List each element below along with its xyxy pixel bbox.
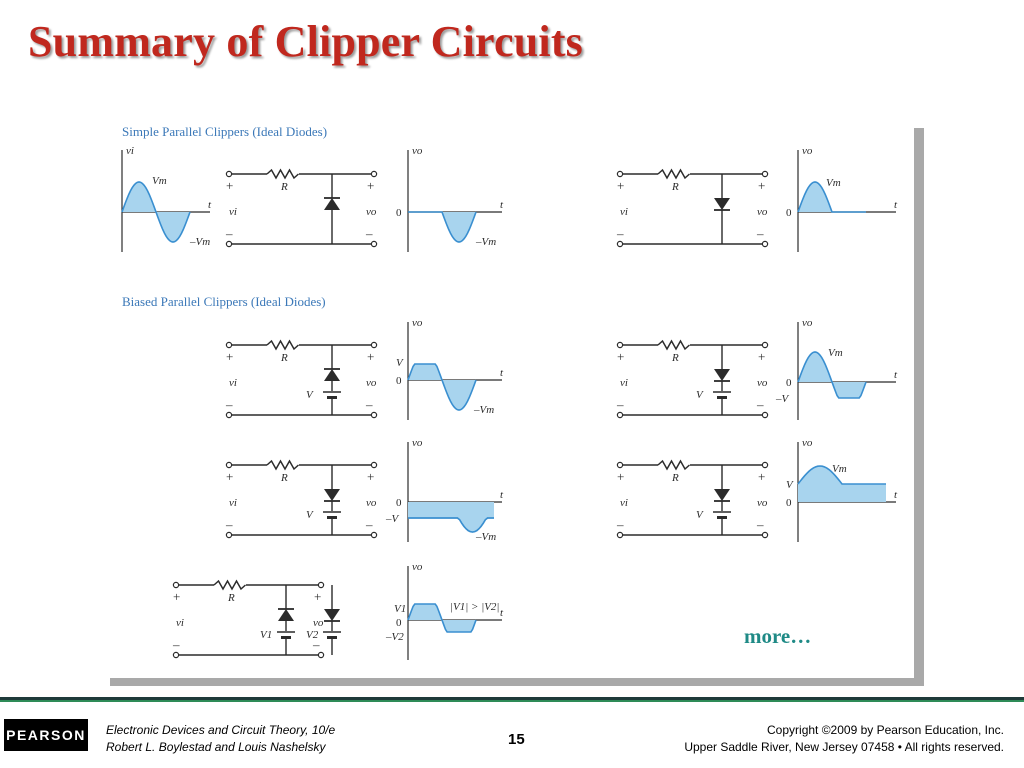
diode-symbol [714, 369, 730, 381]
resistor-symbol [658, 341, 690, 349]
terminal-node [617, 412, 622, 417]
terminal-node [762, 532, 767, 537]
vm-label: Vm [152, 175, 167, 187]
t-axis-label: t [894, 489, 898, 501]
neg-vm-label: –Vm [476, 236, 497, 248]
minus-sign: – [226, 517, 233, 532]
amplitude-condition-label: |V1| > |V2| [450, 601, 500, 613]
t-axis-label: t [500, 367, 504, 379]
biased-clipper-2 [616, 341, 768, 418]
minus-sign: – [366, 226, 373, 241]
y-axis-label: vo [802, 145, 813, 157]
plus-sign: + [758, 469, 766, 484]
battery-short-plate [281, 636, 291, 639]
terminal-node [226, 532, 231, 537]
resistor-symbol [267, 170, 299, 178]
terminal-node [762, 342, 767, 347]
terminal-node [371, 412, 376, 417]
terminal-node [226, 171, 231, 176]
plus-sign: + [226, 349, 234, 364]
output-waveform-1 [396, 145, 504, 252]
biased-clipper-1 [225, 341, 377, 418]
terminal-node [617, 171, 622, 176]
simple-clippers-heading: Simple Parallel Clippers (Ideal Diodes) [122, 124, 328, 139]
output-voltage-label: vo [757, 497, 768, 509]
footer-copyright [684, 722, 1004, 756]
terminal-node [762, 171, 767, 176]
terminal-node [617, 241, 622, 246]
zero-label: 0 [396, 497, 402, 509]
output-voltage-label: vo [366, 377, 377, 389]
minus-sign: – [226, 397, 233, 412]
input-voltage-label: vi [620, 497, 628, 509]
bias-v-label: V [396, 357, 403, 369]
terminal-node [226, 412, 231, 417]
neg-vm-label: –Vm [474, 404, 495, 416]
input-voltage-label: vi [176, 617, 184, 629]
simple-clipper-2 [616, 170, 768, 247]
dual-biased-clipper [172, 581, 341, 658]
output-waveform-7 [385, 561, 504, 660]
output-waveform-2 [786, 145, 898, 252]
y-axis-label: vo [802, 437, 813, 449]
battery-voltage-label: V1 [260, 629, 273, 641]
minus-sign: – [757, 517, 764, 532]
diode-symbol [324, 609, 340, 621]
battery-short-plate [327, 396, 337, 399]
resistor-label: R [672, 352, 679, 364]
neg-vm-label: –Vm [476, 531, 497, 543]
minus-sign: – [366, 397, 373, 412]
output-waveform-4 [775, 317, 898, 420]
zero-label: 0 [786, 497, 792, 509]
terminal-node [226, 241, 231, 246]
book-title: Electronic Devices and Circuit Theory, 10/e [106, 723, 336, 737]
minus-sign: – [757, 226, 764, 241]
battery-short-plate [717, 396, 727, 399]
diode-symbol [324, 489, 340, 501]
input-voltage-label: vi [620, 206, 628, 218]
biased-clipper-3 [225, 461, 377, 538]
terminal-node [371, 462, 376, 467]
resistor-label: R [672, 472, 679, 484]
diode-symbol [324, 369, 340, 381]
terminal-node [762, 241, 767, 246]
neg-v-label: –V [386, 513, 399, 525]
output-voltage-label: vo [757, 206, 768, 218]
biased-clippers-heading: Biased Parallel Clippers (Ideal Diodes) [122, 294, 326, 309]
plus-sign: + [314, 589, 322, 604]
plus-sign: + [617, 469, 625, 484]
resistor-symbol [267, 341, 299, 349]
plus-sign: + [367, 349, 375, 364]
resistor-label: R [672, 181, 679, 193]
terminal-node [371, 241, 376, 246]
input-waveform [122, 145, 212, 252]
terminal-node [617, 532, 622, 537]
biased-clipper-4 [616, 461, 768, 538]
zero-label: 0 [786, 377, 792, 389]
diode-symbol [278, 609, 294, 621]
vm-label: Vm [826, 177, 841, 189]
minus-sign: – [617, 397, 624, 412]
plus-sign: + [617, 178, 625, 193]
terminal-node [617, 462, 622, 467]
minus-sign: – [313, 637, 320, 652]
t-axis-label: t [894, 369, 898, 381]
terminal-node [762, 412, 767, 417]
battery-voltage-label: V [696, 509, 703, 521]
resistor-symbol [267, 461, 299, 469]
plus-sign: + [617, 349, 625, 364]
v1-level-label: V1 [394, 603, 407, 615]
t-axis-label: t [894, 199, 898, 211]
zero-label: 0 [396, 617, 402, 629]
output-voltage-label: vo [366, 497, 377, 509]
diode-symbol [324, 198, 340, 210]
plus-sign: + [226, 469, 234, 484]
output-wave-5-base-fill [408, 502, 494, 532]
output-voltage-label: vo [366, 206, 377, 218]
resistor-label: R [281, 472, 288, 484]
battery-voltage-label: V [306, 509, 313, 521]
output-waveform-3 [396, 317, 504, 420]
y-axis-label: vo [412, 561, 423, 573]
battery-short-plate [717, 516, 727, 519]
minus-sign: – [226, 226, 233, 241]
input-voltage-label: vi [229, 377, 237, 389]
book-authors: Robert L. Boylestad and Louis Nashelsky [106, 740, 326, 754]
footer-book-info [106, 722, 335, 756]
address-line: Upper Saddle River, New Jersey 07458 • All rights reserved. [684, 740, 1004, 754]
minus-sign: – [617, 517, 624, 532]
terminal-node [318, 652, 323, 657]
y-axis-label: vo [802, 317, 813, 329]
resistor-symbol [658, 461, 690, 469]
terminal-node [226, 342, 231, 347]
terminal-node [371, 532, 376, 537]
minus-sign: – [757, 397, 764, 412]
neg-v2-label: –V2 [386, 631, 404, 643]
vm-label: Vm [832, 463, 847, 475]
resistor-label: R [281, 352, 288, 364]
terminal-node [173, 652, 178, 657]
zero-label: 0 [396, 375, 402, 387]
minus-sign: – [617, 226, 624, 241]
neg-v-label: –V [776, 393, 789, 405]
plus-sign: + [758, 178, 766, 193]
t-axis-label: t [500, 489, 504, 501]
input-voltage-label: vi [620, 377, 628, 389]
copyright-line: Copyright ©2009 by Pearson Education, Inc. [767, 723, 1004, 737]
terminal-node [617, 342, 622, 347]
pearson-logo: PEARSON [4, 719, 88, 751]
output-voltage-label: vo [757, 377, 768, 389]
terminal-node [226, 462, 231, 467]
t-axis-label: t [500, 199, 504, 211]
y-axis-label: vo [412, 317, 423, 329]
zero-label: 0 [396, 207, 402, 219]
slide-title: Summary of Clipper Circuits [28, 17, 583, 66]
battery-short-plate [327, 636, 337, 639]
input-voltage-label: vi [229, 497, 237, 509]
terminal-node [173, 582, 178, 587]
battery-short-plate [327, 516, 337, 519]
neg-vm-label: –Vm [190, 236, 211, 248]
t-axis-label: t [500, 607, 504, 619]
plus-sign: + [226, 178, 234, 193]
resistor-label: R [228, 592, 235, 604]
plus-sign: + [367, 469, 375, 484]
vm-label: Vm [828, 347, 843, 359]
zero-label: 0 [786, 207, 792, 219]
diode-symbol [714, 489, 730, 501]
output-voltage-label: vo [313, 617, 324, 629]
bias-v-label: V [786, 479, 793, 491]
plus-sign: + [173, 589, 181, 604]
input-voltage-label: vi [229, 206, 237, 218]
plus-sign: + [367, 178, 375, 193]
battery-voltage-label: V [306, 389, 313, 401]
simple-clipper-1 [225, 170, 377, 247]
output-waveform-6 [786, 437, 898, 542]
resistor-label: R [281, 181, 288, 193]
footer-divider-accent [0, 700, 1024, 702]
more-link[interactable]: more… [744, 624, 812, 648]
minus-sign: – [366, 517, 373, 532]
t-axis-label: t [208, 199, 212, 211]
minus-sign: – [173, 637, 180, 652]
plus-sign: + [758, 349, 766, 364]
terminal-node [371, 342, 376, 347]
y-axis-label: vi [126, 145, 134, 157]
terminal-node [762, 462, 767, 467]
output-waveform-5 [385, 437, 504, 543]
y-axis-label: vo [412, 145, 423, 157]
diode-symbol [714, 198, 730, 210]
page-number: 15 [508, 731, 525, 748]
terminal-node [318, 582, 323, 587]
battery-voltage-label: V [696, 389, 703, 401]
resistor-symbol [214, 581, 246, 589]
terminal-node [371, 171, 376, 176]
resistor-symbol [658, 170, 690, 178]
battery-voltage-label: V2 [306, 629, 319, 641]
y-axis-label: vo [412, 437, 423, 449]
